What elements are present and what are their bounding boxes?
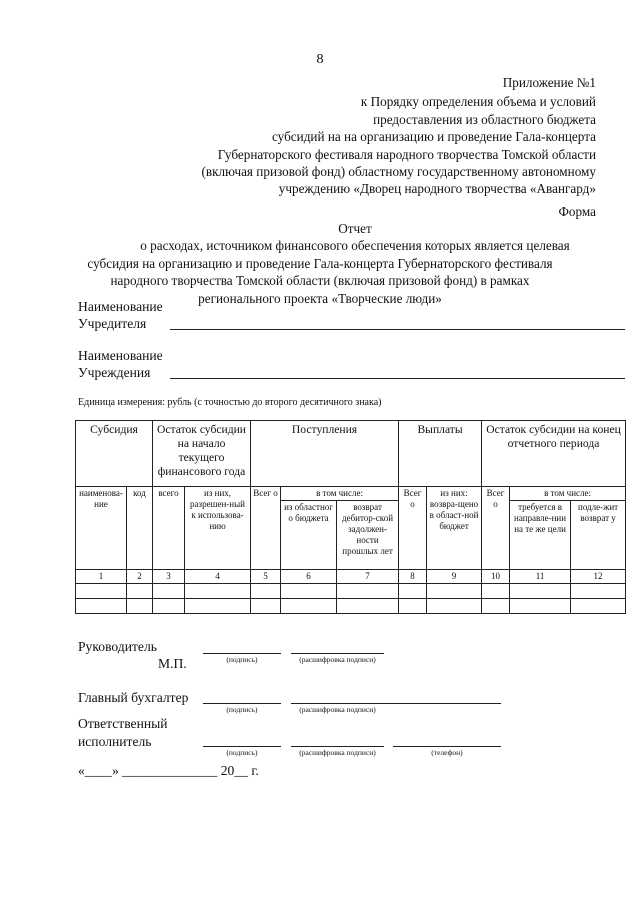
title-line: регионального проекта «Творческие люди» [198, 290, 442, 306]
accountant-sign-line[interactable] [203, 703, 281, 704]
responsible-phone-line[interactable] [393, 746, 501, 747]
responsible-label-line: исполнитель [78, 734, 152, 749]
column-numbers-row [76, 570, 626, 584]
column-number: 8 [399, 570, 427, 584]
title-line: народного творчества Томской области (включая призовой фонд) в рамках [110, 273, 530, 289]
sign-caption: (подпись) [226, 655, 258, 664]
accountant-label: Главный бухгалтер [78, 690, 189, 705]
col-group-subsidy: Субсидия [76, 421, 153, 487]
unit-note: Единица измерения: рубль (с точностью до второго десятичного знака) [78, 397, 382, 408]
col-returned: из них: возвра-щено в област-ной бюджет [427, 487, 482, 570]
accountant-decode-line[interactable] [291, 703, 501, 704]
institution-label-line: Учреждения [78, 365, 151, 380]
col-group-payments: Выплаты [399, 421, 482, 487]
col-total: всего [153, 487, 185, 570]
header-line: предоставления из областного бюджета [373, 111, 596, 127]
title-line: о расходах, источником финансового обеспечения которых является целевая [140, 238, 570, 254]
column-number: 4 [185, 570, 251, 584]
appendix-header [201, 74, 596, 198]
head-sign-line[interactable] [203, 653, 281, 654]
decode-caption: (расшифровка подписи) [299, 748, 376, 757]
column-number: 3 [153, 570, 185, 584]
head-label: Руководитель [78, 639, 157, 654]
header-line: субсидий на на организацию и проведение Гала-концерта [272, 129, 596, 145]
phone-caption: (телефон) [431, 748, 463, 757]
col-group-receipts: Поступления [251, 421, 399, 487]
responsible-label [78, 715, 168, 751]
column-number: 11 [510, 570, 571, 584]
col-required: требуется в направле-нии на те же цели [510, 501, 571, 570]
header-line: (включая призовой фонд) областному государственному автономному [201, 164, 596, 180]
header-line: учреждению «Дворец народного творчества «Авангард» [278, 181, 596, 197]
header-line: Губернаторского фестиваля народного творчества Томской области [217, 146, 596, 162]
founder-label-line: Учредителя [78, 316, 147, 331]
column-number: 10 [482, 570, 510, 584]
table-row[interactable] [76, 599, 626, 614]
institution-field[interactable] [170, 378, 625, 379]
decode-caption: (расшифровка подписи) [299, 705, 376, 714]
report-title [0, 220, 640, 307]
column-number: 6 [281, 570, 337, 584]
head-decode-line[interactable] [291, 653, 384, 654]
title-line: Отчет [338, 221, 372, 236]
column-number: 5 [251, 570, 281, 584]
column-number: 12 [571, 570, 626, 584]
col-to-return: подле-жит возврат у [571, 501, 626, 570]
col-payments-total: Всег о [399, 487, 427, 570]
decode-caption: (расшифровка подписи) [299, 655, 376, 664]
col-receipts-incl: в том числе: [281, 487, 399, 501]
report-table [75, 420, 626, 614]
header-line: к Порядку определения объема и условий [360, 94, 596, 110]
column-number: 9 [427, 570, 482, 584]
col-group-end-balance: Остаток субсидии на конец отчетного периода [482, 421, 626, 487]
institution-label [78, 347, 163, 381]
column-number: 1 [76, 570, 127, 584]
founder-field[interactable] [170, 329, 625, 330]
col-group-start-balance: Остаток субсидии на начало текущего финансового года [153, 421, 251, 487]
col-end-incl: в том числе: [510, 487, 626, 501]
sign-caption: (подпись) [226, 748, 258, 757]
col-end-total: Всег о [482, 487, 510, 570]
date-line: «____» ______________ 20__ г. [78, 763, 259, 778]
header-line: Приложение №1 [502, 75, 596, 90]
col-code: код [127, 487, 153, 570]
page-number: 8 [316, 52, 324, 67]
responsible-sign-line[interactable] [203, 746, 281, 747]
responsible-decode-line[interactable] [291, 746, 384, 747]
sign-caption: (подпись) [226, 705, 258, 714]
column-number: 2 [127, 570, 153, 584]
responsible-label-line: Ответственный [78, 716, 168, 731]
col-allowed: из них, разрешен-ный к использова-нию [185, 487, 251, 570]
form-label: Форма [558, 204, 596, 219]
founder-label [78, 298, 163, 332]
col-receipts-total: Всег о [251, 487, 281, 570]
col-name: наименова-ние [76, 487, 127, 570]
institution-label-line: Наименование [78, 348, 163, 363]
table-row[interactable] [76, 584, 626, 599]
title-line: субсидия на организацию и проведение Гала-концерта Губернаторского фестиваля [87, 255, 553, 271]
col-from-budget: из областног о бюджета [281, 501, 337, 570]
stamp-label: М.П. [158, 656, 187, 671]
founder-label-line: Наименование [78, 299, 163, 314]
column-number: 7 [337, 570, 399, 584]
col-debt-return: возврат дебитор-ской задолжен-ности прошлых лет [337, 501, 399, 570]
